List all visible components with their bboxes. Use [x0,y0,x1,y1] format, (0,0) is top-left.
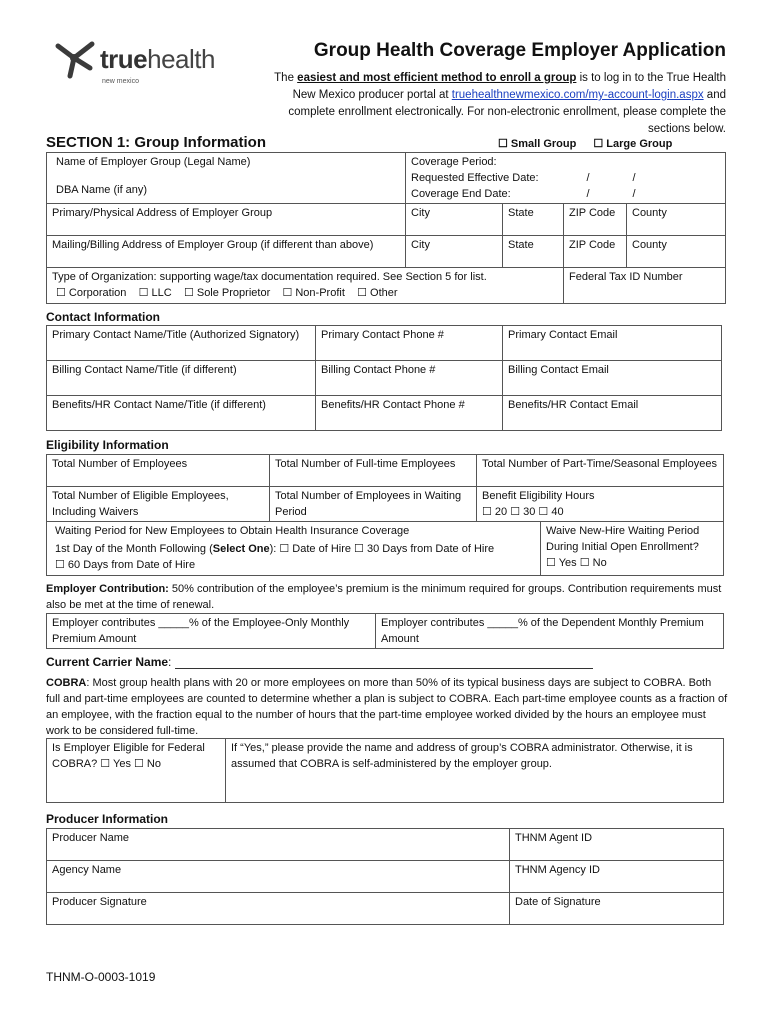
producer-cell[interactable]: Date of Signature [510,893,724,925]
producer-cell[interactable]: Producer Name [47,829,510,861]
current-carrier[interactable]: Current Carrier Name: [46,655,593,669]
contact-cell[interactable]: Benefits/HR Contact Email [503,396,722,431]
cobra-table [46,738,724,803]
cobra-text: COBRA: Most group health plans with 20 or more employees on more than 50% of its typical business days are subject to COBRA. Both full and part-time employees are counted to determine whether a plan is subject to COBRA. Each part-time employee counts as a fraction of an employee, with the fraction equal to the number of hours that the part-time employee worked divided by the hours an employee must work to be considered full-time. [46,677,728,737]
contribution-table [46,613,724,649]
waive-options[interactable]: ☐ Yes ☐ No [546,557,607,569]
waiting-employees-cell[interactable]: Total Number of Employees in Waiting Period [270,487,477,522]
dependent-contribution-cell[interactable]: Employer contributes _____% of the Dependent Monthly Premium Amount [376,614,724,649]
org-type-cell[interactable]: Type of Organization: supporting wage/tax documentation required. See Section 5 for list. ☐ Corporation ☐ LLC ☐ Sole Proprietor ☐ Non-Profit ☐ Other [47,268,564,304]
primary-address-cell[interactable]: Primary/Physical Address of Employer Group [47,204,406,236]
hours-cell[interactable]: Benefit Eligibility Hours ☐ 20 ☐ 30 ☐ 40 [477,487,724,522]
page-title: Group Health Coverage Employer Application [313,40,726,61]
hours-options[interactable]: ☐ 20 ☐ 30 ☐ 40 [482,506,564,518]
logo-mark-icon [52,38,98,84]
producer-cell[interactable]: Producer Signature [47,893,510,925]
contribution-text: Employer Contribution: 50% contribution of the employee’s premium is the minimum required for groups. Contribution requirements must also be met at the time of renewal. [46,583,722,611]
contact-cell[interactable]: Primary Contact Phone # [316,326,503,361]
contact-cell[interactable]: Billing Contact Email [503,361,722,396]
carrier-name-line[interactable] [175,656,593,669]
total-parttime-cell[interactable]: Total Number of Part-Time/Seasonal Employees [477,455,724,487]
primary-city-cell[interactable]: City [406,204,503,236]
waive-cell[interactable]: Waive New-Hire Waiting Period During Initial Open Enrollment? ☐ Yes ☐ No [541,522,724,576]
coverage-period-cell[interactable]: Coverage Period: Requested Effective Date: / / Coverage End Date: / / [406,153,726,204]
small-group-checkbox[interactable]: ☐ Small Group [498,138,577,150]
cobra-admin-cell[interactable]: If “Yes,” please provide the name and address of group’s COBRA administrator. Otherwise, it is assumed that COBRA is self-administered by the employer group. [226,739,724,803]
mailing-county-cell[interactable]: County [627,236,726,268]
eligible-employees-cell[interactable]: Total Number of Eligible Employees, Including Waivers [47,487,270,522]
mailing-city-cell[interactable]: City [406,236,503,268]
primary-zip-cell[interactable]: ZIP Code [564,204,627,236]
large-group-checkbox[interactable]: ☐ Large Group [593,138,673,150]
logo-wordmark: truehealth [100,44,215,74]
group-size-options [498,137,686,150]
producer-cell[interactable]: THNM Agency ID [510,861,724,893]
contact-cell[interactable]: Billing Contact Name/Title (if different) [47,361,316,396]
mailing-zip-cell[interactable]: ZIP Code [564,236,627,268]
group-info-table [46,152,726,304]
contact-cell[interactable]: Primary Contact Email [503,326,722,361]
contact-cell[interactable]: Primary Contact Name/Title (Authorized Signatory) [47,326,316,361]
contact-table [46,325,722,431]
contact-cell[interactable]: Billing Contact Phone # [316,361,503,396]
contact-title: Contact Information [46,310,160,324]
eligibility-title: Eligibility Information [46,438,169,452]
waiting-period-cell[interactable]: Waiting Period for New Employees to Obtain Health Insurance Coverage 1st Day of the Month Following (Select One): ☐ Date of Hire ☐ 30 Days from Date of Hire ☐ 60 Days from Date of Hire [47,522,541,576]
org-type-options[interactable]: ☐ Corporation ☐ LLC ☐ Sole Proprietor ☐ Non-Profit ☐ Other [56,287,398,299]
logo [52,38,222,90]
total-fulltime-cell[interactable]: Total Number of Full-time Employees [270,455,477,487]
logo-subtitle: new mexico [102,78,139,85]
mailing-state-cell[interactable]: State [503,236,564,268]
section-1-title: SECTION 1: Group Information [46,134,266,151]
mailing-address-cell[interactable]: Mailing/Billing Address of Employer Group (if different than above) [47,236,406,268]
primary-county-cell[interactable]: County [627,204,726,236]
contact-cell[interactable]: Benefits/HR Contact Name/Title (if different) [47,396,316,431]
producer-cell[interactable]: Agency Name [47,861,510,893]
producer-table [46,828,724,925]
intro-text: The easiest and most efficient method to enroll a group is to log in to the True Health New Mexico producer portal at truehealthnewmexico.com/my-account-login.aspx and complete enrollment electronically. For non-electronic enrollment, please complete the sections below. [274,72,726,135]
employee-only-contribution-cell[interactable]: Employer contributes _____% of the Employee-Only Monthly Premium Amount [47,614,376,649]
producer-title: Producer Information [46,812,169,826]
total-employees-cell[interactable]: Total Number of Employees [47,455,270,487]
form-code: THNM-O-0003-1019 [46,970,156,984]
portal-link[interactable]: truehealthnewmexico.com/my-account-login.aspx [451,89,704,101]
cobra-eligible-cell[interactable]: Is Employer Eligible for Federal COBRA? ☐ Yes ☐ No [47,739,226,803]
contact-cell[interactable]: Benefits/HR Contact Phone # [316,396,503,431]
tax-id-cell[interactable]: Federal Tax ID Number [564,268,726,304]
eligibility-table [46,454,724,576]
employer-name-cell[interactable]: Name of Employer Group (Legal Name) DBA Name (if any) [47,153,406,204]
primary-state-cell[interactable]: State [503,204,564,236]
producer-cell[interactable]: THNM Agent ID [510,829,724,861]
